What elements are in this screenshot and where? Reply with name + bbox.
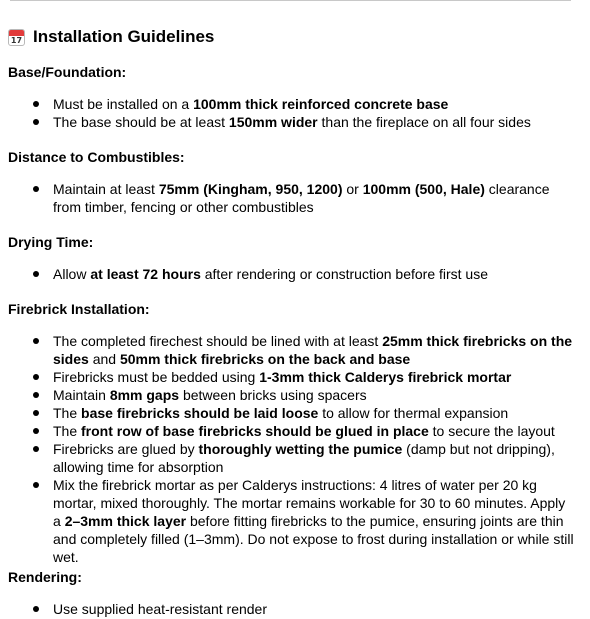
bold-text: 25mm thick firebricks on the sides [53,333,573,367]
list-item: Maintain at least 75mm (Kingham, 950, 1200) or 100mm (500, Hale) clearance from timber, fencing or other combustibles [0,180,590,216]
bold-text: thoroughly wetting the pumice [198,441,403,457]
top-divider [10,0,571,1]
list-item: Use supplied heat-resistant render [0,600,590,618]
list-item: Firebricks must be bedded using 1-3mm thick Calderys firebrick mortar [0,368,590,386]
bullet-dot [33,119,39,125]
bullet-list-rendering [0,600,590,618]
bold-text: front row of base firebricks should be glued in place [81,423,429,439]
bold-text: 8mm gaps [109,387,180,403]
list-item: The base should be at least 150mm wider than the fireplace on all four sides [0,113,590,131]
list-item: The front row of base firebricks should be glued in place to secure the layout [0,422,590,440]
bullet-dot [33,410,39,416]
section-heading-distance: Distance to Combustibles: [8,149,185,165]
bullet-dot [33,428,39,434]
bullet-list-distance [0,180,590,216]
bold-text: 150mm wider [228,114,318,130]
section-heading-rendering: Rendering: [8,569,82,585]
bold-text: 100mm thick reinforced concrete base [193,96,449,112]
section-heading-base: Base/Foundation: [8,64,127,80]
page-title: Installation Guidelines [33,27,215,46]
bullet-dot [33,186,39,192]
section-heading-drying: Drying Time: [8,234,94,250]
title-row [8,26,214,48]
list-item: Firebricks are glued by thoroughly wetting the pumice (damp but not dripping), allowing time for absorption [0,440,590,476]
list-item: The base firebricks should be laid loose to allow for thermal expansion [0,404,590,422]
bullet-list-base [0,95,590,131]
list-item: Maintain 8mm gaps between bricks using spacers [0,386,590,404]
bold-text: 50mm thick firebricks on the back and base [119,351,411,367]
list-item: Allow at least 72 hours after rendering or construction before first use [0,265,590,283]
bullet-dot [33,271,39,277]
bullet-list-firebrick [0,332,590,566]
list-item: Mix the firebrick mortar as per Calderys instructions: 4 litres of water per 20 kg mortar, mixed thoroughly. The mortar remains workable for 30 to 60 minutes. Apply a 2–3mm thick layer before fitting firebricks to the pumice, ensuring joints are thin and completely filled (1–3mm). Do not expose to frost during installation or while still wet. [0,476,590,566]
bullet-dot [33,101,39,107]
calendar-icon-day: 17 [10,35,23,45]
section-heading-firebrick: Firebrick Installation: [8,301,150,317]
list-item: Must be installed on a 100mm thick reinforced concrete base [0,95,590,113]
bold-text: at least 72 hours [90,266,201,282]
bullet-list-drying [0,265,590,283]
bold-text: 2–3mm thick layer [64,513,187,529]
bullet-dot [33,338,39,344]
bold-text: 75mm (Kingham, 950, 1200) [158,181,343,197]
bullet-dot [33,374,39,380]
bold-text: base firebricks should be laid loose [81,405,319,421]
calendar-icon [8,29,25,46]
list-item: The completed firechest should be lined with at least 25mm thick firebricks on the sides and 50mm thick firebricks on the back and base [0,332,590,368]
bullet-dot [33,446,39,452]
bullet-dot [33,392,39,398]
bullet-dot [33,482,39,488]
bold-text: 100mm (500, Hale) [362,181,485,197]
bold-text: 1-3mm thick Calderys firebrick mortar [259,369,512,385]
bullet-dot [33,606,39,612]
